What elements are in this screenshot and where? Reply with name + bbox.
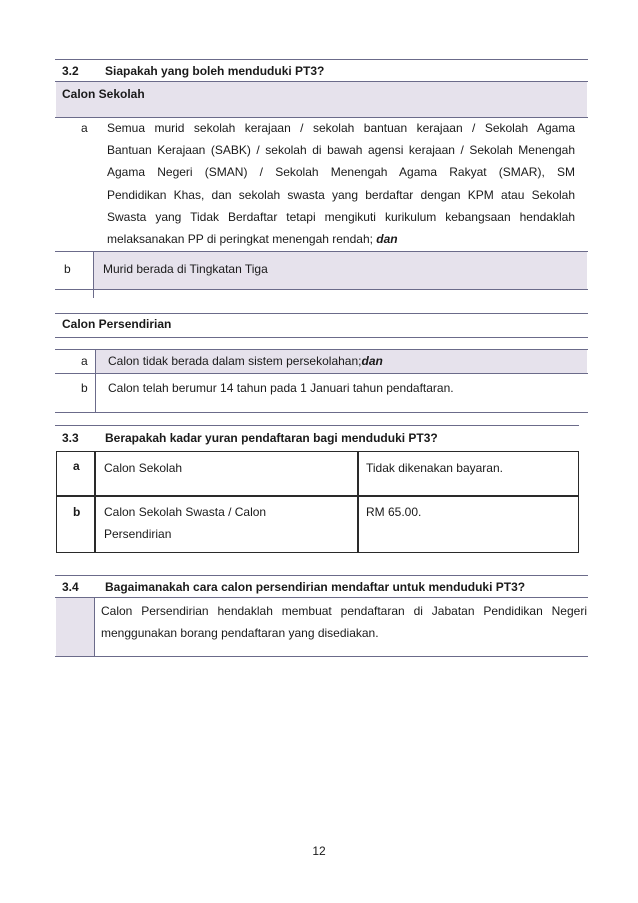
rule bbox=[55, 425, 579, 426]
emphasis: dan bbox=[361, 354, 383, 368]
rule bbox=[55, 337, 588, 338]
section-title: Bagaimanakah cara calon persendirian mendaftar untuk menduduki PT3? bbox=[105, 580, 526, 594]
section-title: Siapakah yang boleh menduduki PT3? bbox=[105, 64, 325, 78]
rule bbox=[55, 597, 588, 598]
section-title: Berapakah kadar yuran pendaftaran bagi menduduki PT3? bbox=[105, 431, 438, 445]
text-line: melaksanakan PP di peringkat menengah rendah; dan bbox=[107, 232, 398, 247]
item-letter: b bbox=[81, 381, 88, 395]
rule bbox=[55, 313, 588, 314]
section-3-4-body: Calon Persendirian hendaklah membuat pendaftaran di Jabatan Pendidikan Negeri menggunakan borang pendaftaran yang disediakan. bbox=[101, 604, 587, 641]
column-divider bbox=[95, 349, 96, 412]
emphasis: dan bbox=[376, 232, 398, 247]
table-row-letter: a bbox=[73, 459, 80, 473]
text-line: Semua murid sekolah kerajaan / sekolah bantuan kerajaan / Sekolah Agama bbox=[107, 121, 575, 135]
table-cell-category: Calon Sekolah Swasta / Calon Persendirian bbox=[104, 505, 267, 542]
text-line: Pendidikan Khas, dan sekolah swasta yang berdaftar dengan KPM atau Sekolah bbox=[107, 187, 575, 202]
table-row-letter: b bbox=[73, 505, 81, 519]
table-row-divider bbox=[56, 495, 579, 497]
table-cell-fee: RM 65.00. bbox=[366, 505, 422, 519]
section-number: 3.4 bbox=[62, 580, 79, 594]
calon-persendirian-heading: Calon Persendirian bbox=[62, 317, 172, 331]
section-number: 3.2 bbox=[62, 64, 79, 78]
left-shade bbox=[56, 598, 94, 656]
item-letter: b bbox=[64, 262, 71, 276]
table-col-divider bbox=[357, 451, 359, 553]
table-cell-category: Calon Sekolah bbox=[104, 461, 183, 475]
rule bbox=[55, 575, 588, 576]
text-line: Swasta yang Tidak Berdaftar tetapi mengikuti kurikulum kebangsaan hendaklah bbox=[107, 209, 575, 224]
page-number: 12 bbox=[312, 844, 326, 858]
rule bbox=[55, 656, 588, 657]
rule bbox=[55, 373, 588, 374]
calon-sekolah-heading: Calon Sekolah bbox=[62, 87, 145, 101]
column-divider bbox=[93, 251, 94, 298]
rule bbox=[55, 59, 588, 60]
item-letter: a bbox=[81, 354, 88, 368]
rule bbox=[55, 412, 588, 413]
rule bbox=[55, 349, 588, 350]
rule bbox=[55, 289, 588, 290]
item-letter: a bbox=[81, 121, 88, 135]
text-line: Bantuan Kerajaan (SABK) / sekolah di bawah agensi kerajaan / Sekolah Menengah bbox=[107, 143, 575, 158]
calon-sekolah-item-a bbox=[107, 117, 575, 250]
column-divider bbox=[94, 597, 95, 657]
section-number: 3.3 bbox=[62, 431, 79, 445]
calon-sekolah-item-b: Murid berada di Tingkatan Tiga bbox=[103, 262, 268, 276]
text-line: Agama Negeri (SMAN) / Sekolah Menengah Agama Rakyat (SMAR), SM bbox=[107, 165, 575, 180]
calon-persendirian-item-a: Calon tidak berada dalam sistem persekolahan;dan bbox=[108, 354, 383, 368]
table-col-divider bbox=[94, 451, 96, 553]
table-cell-fee: Tidak dikenakan bayaran. bbox=[366, 461, 503, 475]
calon-persendirian-item-b: Calon telah berumur 14 tahun pada 1 Januari tahun pendaftaran. bbox=[108, 381, 454, 395]
